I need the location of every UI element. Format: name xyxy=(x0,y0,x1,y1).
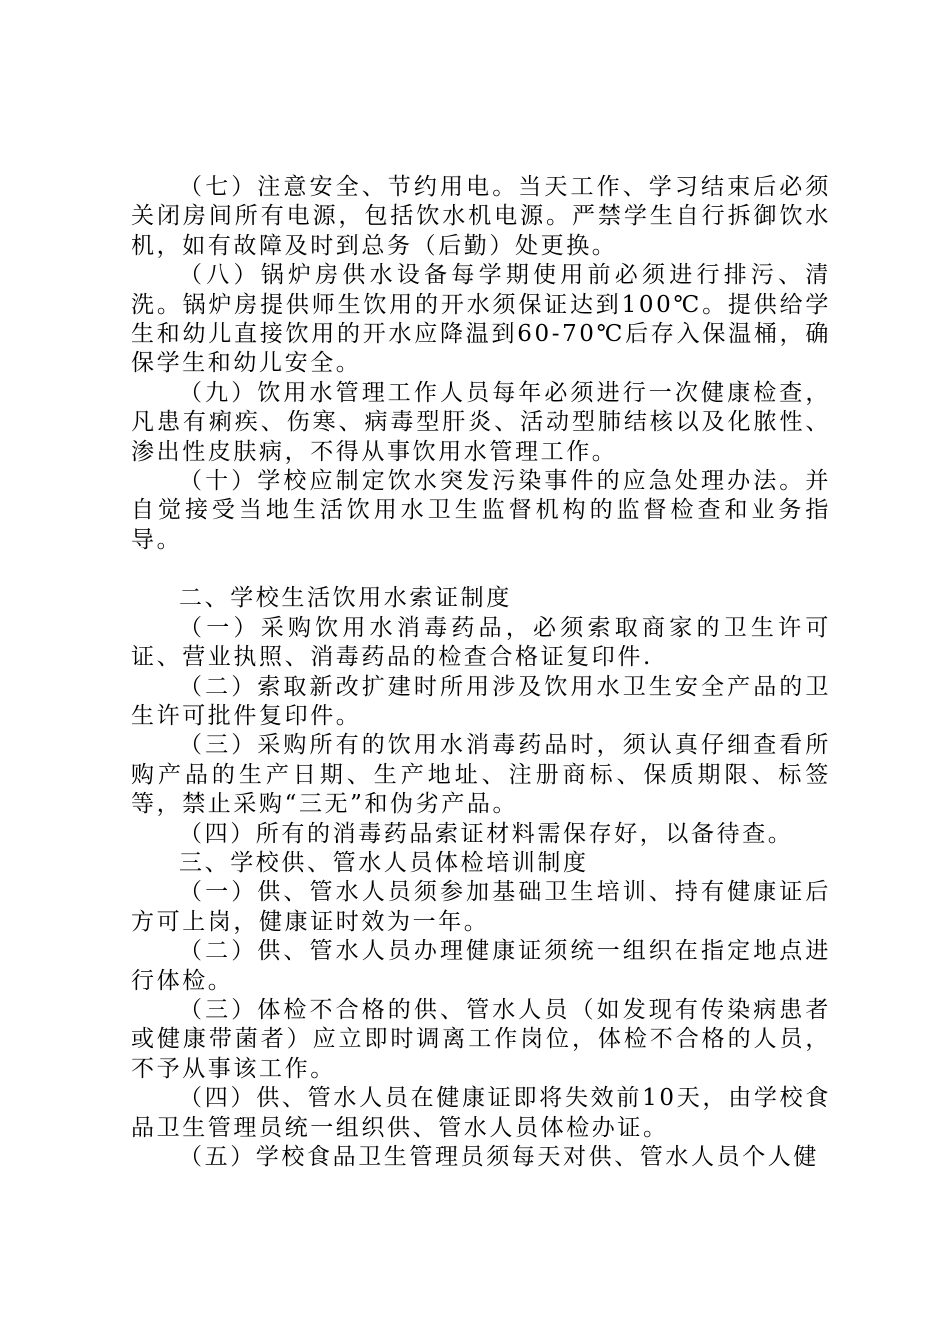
section2-item-3: （三）采购所有的饮用水消毒药品时，须认真仔细查看所购产品的生产日期、生产地址、注册商标、保质期限、标签等，禁止采购“三无”和伪劣产品。 xyxy=(131,732,831,818)
paragraph-10: （十）学校应制定饮水突发污染事件的应急处理办法。并自觉接受当地生活饮用水卫生监督机构的监督检查和业务指导。 xyxy=(131,468,831,553)
section2-item-2: （二）索取新改扩建时所用涉及饮用水卫生安全产品的卫生许可批件复印件。 xyxy=(131,673,831,729)
section3-item-3: （三）体检不合格的供、管水人员（如发现有传染病患者或健康带菌者）应立即时调离工作岗位，体检不合格的人员，不予从事该工作。 xyxy=(131,996,831,1082)
section3-item-4: （四）供、管水人员在健康证即将失效前10天，由学校食品卫生管理员统一组织供、管水人员体检办证。 xyxy=(131,1085,831,1141)
section-heading-2: 二、学校生活饮用水索证制度 xyxy=(179,585,512,612)
section3-item-5: （五）学校食品卫生管理员须每天对供、管水人员个人健 xyxy=(179,1144,819,1170)
section-heading-3: 三、学校供、管水人员体检培训制度 xyxy=(179,849,589,876)
paragraph-8: （八）锅炉房供水设备每学期使用前必须进行排污、清洗。锅炉房提供师生饮用的开水须保证达到100℃。提供给学生和幼儿直接饮用的开水应降温到60-70℃后存入保温桶，确保学生和幼儿安全。 xyxy=(131,262,831,377)
section2-item-1: （一）采购饮用水消毒药品，必须索取商家的卫生许可证、营业执照、消毒药品的检查合格证复印件. xyxy=(131,614,831,671)
section3-item-2: （二）供、管水人员办理健康证须统一组织在指定地点进行体检。 xyxy=(131,938,831,994)
section3-item-1: （一）供、管水人员须参加基础卫生培训、持有健康证后方可上岗，健康证时效为一年。 xyxy=(131,879,831,935)
paragraph-7: （七）注意安全、节约用电。当天工作、学习结束后必须关闭房间所有电源，包括饮水机电源。严禁学生自行拆御饮水机，如有故障及时到总务（后勤）处更换。 xyxy=(131,174,831,259)
paragraph-9: （九）饮用水管理工作人员每年必须进行一次健康检查，凡患有痢疾、伤寒、病毒型肝炎、活动型肺结核以及化脓性、渗出性皮肤病，不得从事饮用水管理工作。 xyxy=(131,379,831,465)
section2-item-4: （四）所有的消毒药品索证材料需保存好，以备待查。 xyxy=(179,820,794,847)
document-body xyxy=(131,173,831,1172)
